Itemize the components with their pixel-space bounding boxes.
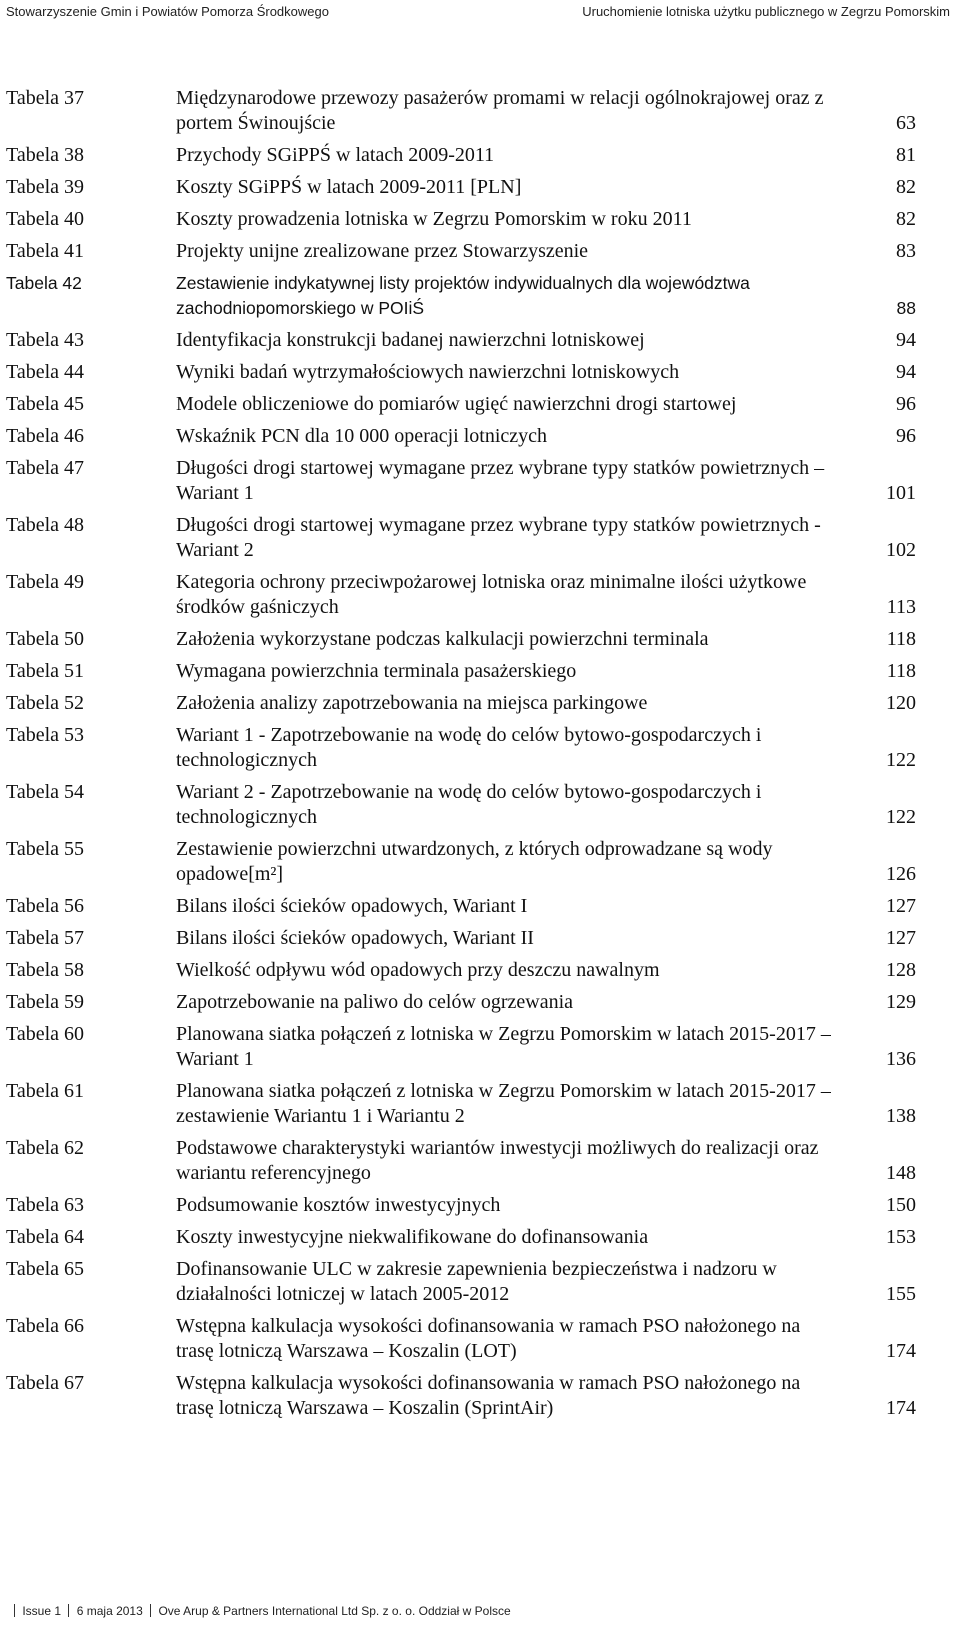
toc-entry-page: 102 (886, 539, 916, 561)
toc-entry-label: Tabela 61 (6, 1080, 85, 1102)
toc-entry-page: 82 (896, 208, 916, 230)
toc-entry-label: Tabela 64 (6, 1226, 85, 1248)
toc-entry-title: Podsumowanie kosztów inwestycyjnych (176, 1194, 501, 1216)
toc-entry-label: Tabela 44 (6, 361, 85, 383)
toc-entry-label: Tabela 51 (6, 660, 85, 682)
toc-entry-page: 94 (896, 329, 916, 351)
toc-entry-label: Tabela 67 (6, 1372, 85, 1394)
toc-entry[interactable] (0, 207, 960, 232)
toc-entry-title: Zestawienie indykatywnej listy projektów indywidualnych dla województwa zachodniopomorskiego w POIiŚ (176, 273, 750, 318)
toc-entry[interactable] (0, 570, 960, 620)
toc-entry-page: 96 (896, 425, 916, 447)
toc-entry-page: 120 (886, 692, 916, 714)
toc-entry-title: Bilans ilości ścieków opadowych, Wariant II (176, 927, 534, 949)
toc-entry-title: Wstępna kalkulacja wysokości dofinansowania w ramach PSO nałożonego na trasę lotniczą Warszawa – Koszalin (SprintAir) (176, 1372, 801, 1419)
toc-entry[interactable] (0, 1371, 960, 1421)
toc-entry-page: 128 (886, 959, 916, 981)
toc-entry-page: 127 (886, 895, 916, 917)
toc-entry[interactable] (0, 328, 960, 353)
toc-entry-page: 82 (896, 176, 916, 198)
toc-entry-title: Koszty prowadzenia lotniska w Zegrzu Pomorskim w roku 2011 (176, 208, 692, 230)
toc-entry-page: 96 (896, 393, 916, 415)
toc-entry-page: 174 (886, 1397, 916, 1419)
toc-entry-page: 81 (896, 144, 916, 166)
page-header (6, 4, 950, 26)
toc-entry-title: Projekty unijne zrealizowane przez Stowarzyszenie (176, 240, 589, 262)
toc-entry[interactable] (0, 86, 960, 136)
toc-entry-title: Planowana siatka połączeń z lotniska w Zegrzu Pomorskim w latach 2015-2017 – Wariant 1 (176, 1023, 831, 1070)
toc-entry-title: Międzynarodowe przewozy pasażerów promami w relacji ogólnokrajowej oraz z portem Świnoujście (176, 87, 824, 134)
toc-entry[interactable] (0, 392, 960, 417)
toc-entry[interactable] (0, 723, 960, 773)
toc-entry-label: Tabela 59 (6, 991, 85, 1013)
footer-issue: Issue 1 (22, 1604, 62, 1618)
toc-entry-label: Tabela 41 (6, 240, 85, 262)
toc-entry-title: Planowana siatka połączeń z lotniska w Zegrzu Pomorskim w latach 2015-2017 – zestawienie Wariantu 1 i Wariantu 2 (176, 1080, 831, 1127)
toc-entry[interactable] (0, 837, 960, 887)
toc-entry-title: Wstępna kalkulacja wysokości dofinansowania w ramach PSO nałożonego na trasę lotniczą Warszawa – Koszalin (LOT) (176, 1315, 801, 1362)
toc-entry-page: 94 (896, 361, 916, 383)
toc-entry[interactable] (0, 627, 960, 652)
toc-entry-title: Bilans ilości ścieków opadowych, Wariant I (176, 895, 528, 917)
toc-entry-title: Długości drogi startowej wymagane przez wybrane typy statków powietrznych – Wariant 1 (176, 457, 825, 504)
toc-entry-label: Tabela 38 (6, 144, 85, 166)
footer-separator (14, 1604, 15, 1617)
toc-entry-title: Wariant 2 - Zapotrzebowanie na wodę do celów bytowo-gospodarczych i technologicznych (176, 781, 762, 828)
toc-entry-label: Tabela 39 (6, 176, 85, 198)
toc-entry-title: Zestawienie powierzchni utwardzonych, z których odprowadzane są wody opadowe[m²] (176, 838, 773, 885)
toc-entry[interactable] (0, 926, 960, 951)
toc-entry-label: Tabela 49 (6, 571, 85, 593)
toc-entry-page: 153 (886, 1226, 916, 1248)
toc-entry-title: Koszty inwestycyjne niekwalifikowane do dofinansowania (176, 1226, 649, 1248)
toc-entry[interactable] (0, 239, 960, 264)
header-organization: Stowarzyszenie Gmin i Powiatów Pomorza Środkowego (6, 4, 329, 19)
toc-entry[interactable] (0, 958, 960, 983)
toc-entry-page: 63 (896, 112, 916, 134)
toc-entry-page: 150 (886, 1194, 916, 1216)
toc-entry-title: Kategoria ochrony przeciwpożarowej lotniska oraz minimalne ilości użytkowe środków gaśniczych (176, 571, 807, 618)
toc-entry-title: Założenia wykorzystane podczas kalkulacji powierzchni terminala (176, 628, 709, 650)
footer-company: Ove Arup & Partners International Ltd Sp. z o. o. Oddział w Polsce (158, 1604, 511, 1618)
toc-entry[interactable] (0, 1225, 960, 1250)
toc-entry-title: Przychody SGiPPŚ w latach 2009-2011 (176, 144, 495, 166)
toc-entry[interactable] (0, 1314, 960, 1364)
toc-entry-page: 136 (886, 1048, 916, 1070)
toc-entry[interactable] (0, 990, 960, 1015)
toc-entry-page: 113 (886, 596, 916, 618)
page-footer (10, 1604, 511, 1618)
toc-entry-title: Identyfikacja konstrukcji badanej nawierzchni lotniskowej (176, 329, 645, 351)
toc-entry-label: Tabela 54 (6, 781, 85, 803)
toc-entry[interactable] (0, 1257, 960, 1307)
toc-entry[interactable] (0, 780, 960, 830)
toc-entry-page: 148 (886, 1162, 916, 1184)
toc-entry[interactable] (0, 659, 960, 684)
toc-entry-page: 118 (886, 660, 916, 682)
toc-entry-label: Tabela 55 (6, 838, 85, 860)
toc-entry-label: Tabela 56 (6, 895, 85, 917)
toc-entry-label: Tabela 66 (6, 1315, 85, 1337)
toc-entry-page: 88 (896, 298, 916, 318)
toc-entry-page: 83 (896, 240, 916, 262)
toc-entry-label: Tabela 40 (6, 208, 85, 230)
toc-entry-page: 122 (886, 806, 916, 828)
toc-entry[interactable] (0, 691, 960, 716)
toc-entry-label: Tabela 42 (6, 273, 82, 293)
toc-entry-title: Wielkość odpływu wód opadowych przy deszczu nawalnym (176, 959, 660, 981)
toc-entry-label: Tabela 58 (6, 959, 85, 981)
toc-entry-title: Wymagana powierzchnia terminala pasażerskiego (176, 660, 577, 682)
toc-entry-page: 174 (886, 1340, 916, 1362)
table-of-tables (0, 86, 960, 1428)
toc-entry[interactable] (0, 513, 960, 563)
footer-separator (68, 1604, 69, 1617)
toc-entry-label: Tabela 60 (6, 1023, 85, 1045)
toc-entry-title: Koszty SGiPPŚ w latach 2009-2011 [PLN] (176, 176, 522, 198)
toc-entry-page: 122 (886, 749, 916, 771)
toc-entry[interactable] (0, 175, 960, 200)
toc-entry[interactable] (0, 360, 960, 385)
toc-entry-label: Tabela 62 (6, 1137, 85, 1159)
toc-entry[interactable] (0, 1136, 960, 1186)
toc-entry-page: 118 (886, 628, 916, 650)
toc-entry-title: Modele obliczeniowe do pomiarów ugięć nawierzchni drogi startowej (176, 393, 737, 415)
toc-entry-label: Tabela 52 (6, 692, 85, 714)
toc-entry-label: Tabela 48 (6, 514, 85, 536)
toc-entry-label: Tabela 45 (6, 393, 85, 415)
toc-entry[interactable] (0, 894, 960, 919)
toc-entry-title: Wyniki badań wytrzymałościowych nawierzchni lotniskowych (176, 361, 680, 383)
toc-entry-title: Długości drogi startowej wymagane przez wybrane typy statków powietrznych - Wariant 2 (176, 514, 821, 561)
toc-entry-page: 101 (886, 482, 916, 504)
toc-entry-page: 155 (886, 1283, 916, 1305)
footer-date: 6 maja 2013 (76, 1604, 143, 1618)
toc-entry-label: Tabela 37 (6, 87, 85, 109)
toc-entry[interactable] (0, 1193, 960, 1218)
toc-entry-page: 138 (886, 1105, 916, 1127)
toc-entry-title: Założenia analizy zapotrzebowania na miejsca parkingowe (176, 692, 648, 714)
toc-entry-page: 129 (886, 991, 916, 1013)
toc-entry-title: Wskaźnik PCN dla 10 000 operacji lotniczych (176, 425, 548, 447)
toc-entry-label: Tabela 65 (6, 1258, 85, 1280)
toc-entry[interactable] (0, 424, 960, 449)
toc-entry-title: Wariant 1 - Zapotrzebowanie na wodę do celów bytowo-gospodarczych i technologicznych (176, 724, 762, 771)
toc-entry-title: Dofinansowanie ULC w zakresie zapewnienia bezpieczeństwa i nadzoru w działalności lotniczej w latach 2005-2012 (176, 1258, 777, 1305)
toc-entry-label: Tabela 47 (6, 457, 85, 479)
toc-entry-title: Podstawowe charakterystyki wariantów inwestycji możliwych do realizacji oraz wariantu referencyjnego (176, 1137, 819, 1184)
toc-entry-label: Tabela 50 (6, 628, 85, 650)
toc-entry-page: 126 (886, 863, 916, 885)
toc-entry-label: Tabela 53 (6, 724, 85, 746)
toc-entry-label: Tabela 63 (6, 1194, 85, 1216)
toc-entry[interactable] (0, 271, 960, 321)
toc-entry-label: Tabela 43 (6, 329, 85, 351)
footer-separator (150, 1604, 151, 1617)
toc-entry[interactable] (0, 1022, 960, 1072)
toc-entry[interactable] (0, 143, 960, 168)
toc-entry[interactable] (0, 1079, 960, 1129)
toc-entry-title: Zapotrzebowanie na paliwo do celów ogrzewania (176, 991, 574, 1013)
toc-entry-label: Tabela 46 (6, 425, 85, 447)
toc-entry-page: 127 (886, 927, 916, 949)
toc-entry-label: Tabela 57 (6, 927, 85, 949)
toc-entry[interactable] (0, 456, 960, 506)
header-document-title: Uruchomienie lotniska użytku publicznego w Zegrzu Pomorskim (582, 4, 950, 19)
